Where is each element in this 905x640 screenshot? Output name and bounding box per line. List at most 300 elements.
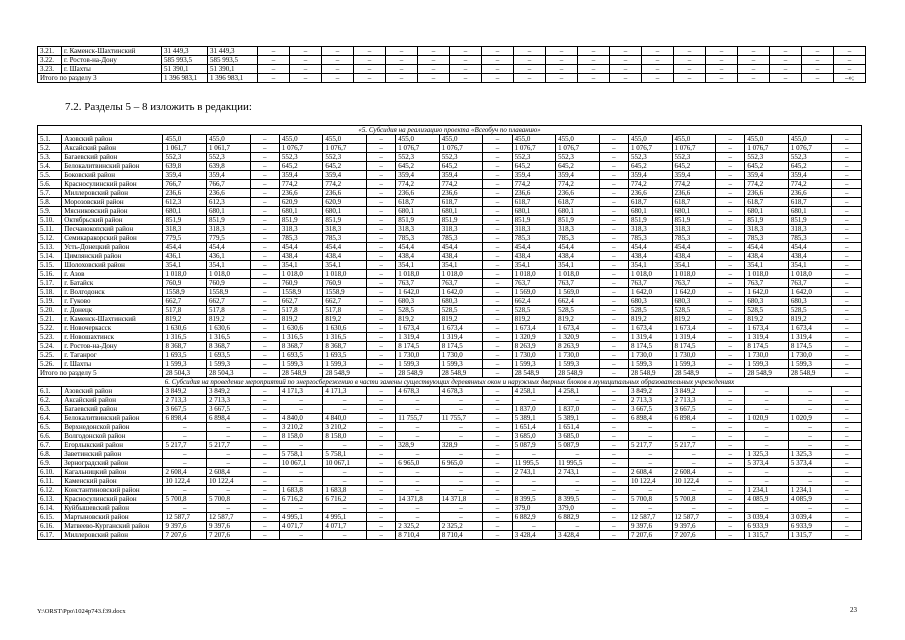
table-cell: 1 642,0 [672, 288, 716, 297]
table-cell: – [483, 234, 512, 243]
table-cell: – [745, 405, 789, 414]
table-cell: 28 504,3 [163, 369, 207, 378]
row-name: Егорлыкский район [62, 441, 163, 450]
table-cell: – [366, 162, 395, 171]
row-number: 6.3. [38, 405, 62, 414]
row-name: Боковский район [62, 171, 163, 180]
table-cell: – [290, 56, 322, 65]
table-cell: 28 548,9 [745, 369, 789, 378]
table-cell: 1 642,0 [439, 288, 483, 297]
table-cell: 6 898,4 [163, 414, 207, 423]
table-cell: 1 018,0 [745, 270, 789, 279]
table-cell: 851,9 [512, 216, 556, 225]
table-cell: – [716, 306, 745, 315]
table-cell: – [366, 135, 395, 144]
row-number: 6.15. [38, 513, 62, 522]
table-cell: – [745, 504, 789, 513]
table-cell: – [599, 306, 628, 315]
table-cell: – [716, 252, 745, 261]
table-cell: 1 076,7 [323, 144, 367, 153]
table-cell: 1 673,4 [439, 324, 483, 333]
table-cell: 454,4 [556, 243, 600, 252]
table-cell: – [483, 513, 512, 522]
table-row [38, 432, 862, 441]
table-cell: 8 158,0 [323, 432, 367, 441]
table-cell: – [599, 477, 628, 486]
table-cell: – [250, 171, 279, 180]
table-cell: – [250, 144, 279, 153]
table-cell: 318,3 [788, 225, 832, 234]
table-cell: – [716, 297, 745, 306]
table-cell: 1 061,7 [207, 144, 251, 153]
table-cell: – [599, 342, 628, 351]
table-cell: 1 315,7 [788, 531, 832, 540]
table-cell: 318,3 [396, 225, 440, 234]
table-cell: 454,4 [396, 243, 440, 252]
table-cell: – [482, 47, 514, 56]
table-cell: – [716, 234, 745, 243]
table-cell: 318,3 [279, 225, 323, 234]
table-cell: 766,7 [163, 180, 207, 189]
table-cell: 552,3 [279, 153, 323, 162]
table-cell: – [832, 279, 862, 288]
table-cell: – [599, 243, 628, 252]
table-row [38, 486, 862, 495]
row-name: Багаевский район [62, 153, 163, 162]
row-number: 5.6. [38, 180, 62, 189]
table-cell: – [354, 74, 386, 83]
table-cell: – [642, 65, 674, 74]
table-row [38, 324, 862, 333]
table-cell: 1 599,3 [163, 360, 207, 369]
table-cell: – [802, 65, 834, 74]
table-cell: – [832, 477, 862, 486]
table-cell: 763,7 [439, 279, 483, 288]
table-cell: 1 630,6 [279, 324, 323, 333]
table-cell: 7 207,6 [163, 531, 207, 540]
table-cell: 819,2 [628, 315, 672, 324]
table-cell: – [788, 423, 832, 432]
table-cell: 517,8 [279, 306, 323, 315]
table-cell: 1 320,9 [512, 333, 556, 342]
table-cell: – [599, 162, 628, 171]
table-cell: – [483, 252, 512, 261]
table-cell: 28 548,9 [556, 369, 600, 378]
table-cell: 9 397,6 [628, 522, 672, 531]
row-number: 5.4. [38, 162, 62, 171]
table-cell: – [322, 74, 354, 83]
table-cell: 680,1 [396, 207, 440, 216]
table-cell: – [716, 342, 745, 351]
table-row [38, 342, 862, 351]
table-cell: – [290, 47, 322, 56]
row-name: Усть-Донецкий район [62, 243, 163, 252]
table-row [38, 468, 862, 477]
table-cell: – [396, 405, 440, 414]
table-cell: 455,0 [396, 135, 440, 144]
table-cell: – [483, 495, 512, 504]
table-row [38, 306, 862, 315]
row-name: Азовский район [62, 387, 163, 396]
table-cell: 1 630,6 [163, 324, 207, 333]
table-cell: 645,2 [672, 162, 716, 171]
table-cell: 2 325,2 [439, 522, 483, 531]
table-cell: 438,4 [745, 252, 789, 261]
table-cell: 5 700,8 [672, 495, 716, 504]
row-number: 6.17. [38, 531, 62, 540]
table-cell: 31 449,3 [162, 47, 208, 56]
table-cell: – [322, 56, 354, 65]
table-cell: 236,6 [439, 189, 483, 198]
table-cell: – [250, 297, 279, 306]
table-cell: 552,3 [628, 153, 672, 162]
table-cell: – [366, 459, 395, 468]
row-number: 5.19. [38, 297, 62, 306]
table-row [38, 459, 862, 468]
table-row [38, 405, 862, 414]
table-cell: – [250, 351, 279, 360]
table-cell: 528,5 [745, 306, 789, 315]
row-name: г. Новошахтинск [62, 333, 163, 342]
table-cell: 1 651,4 [512, 423, 556, 432]
table-cell: 680,3 [745, 297, 789, 306]
table-cell: 236,6 [207, 189, 251, 198]
table-cell: 680,1 [323, 207, 367, 216]
table-cell: 851,9 [672, 216, 716, 225]
row-number: 5.1. [38, 135, 62, 144]
table-cell: 8 399,5 [512, 495, 556, 504]
table-cell: – [599, 315, 628, 324]
table-cell: – [279, 531, 323, 540]
row-number: 3.23. [38, 65, 62, 74]
table-cell: – [578, 65, 610, 74]
row-name: г. Новочеркасск [62, 324, 163, 333]
table-cell: – [832, 153, 862, 162]
footer-file-path: Y:\ORST\Ppo\1024p743.f39.docx [37, 608, 126, 615]
table-cell: – [366, 351, 395, 360]
table-cell: – [163, 486, 207, 495]
table-cell: – [483, 369, 512, 378]
table-cell: – [366, 468, 395, 477]
table-cell: – [832, 405, 862, 414]
table-cell: 680,1 [439, 207, 483, 216]
table-cell: – [599, 531, 628, 540]
table-cell: 680,1 [672, 207, 716, 216]
table-cell: – [439, 468, 483, 477]
table-cell: – [512, 486, 556, 495]
table-cell: 763,7 [512, 279, 556, 288]
table-cell: – [802, 47, 834, 56]
table-cell: 1 325,3 [745, 450, 789, 459]
table-cell: – [354, 47, 386, 56]
table-cell: – [738, 47, 770, 56]
table-cell: – [599, 216, 628, 225]
table-cell: 1 599,3 [396, 360, 440, 369]
row-name: г. Каменск-Шахтинский [62, 47, 162, 56]
table-cell: 1 569,0 [512, 288, 556, 297]
table-cell: – [366, 414, 395, 423]
table-cell: 454,4 [628, 243, 672, 252]
row-name: Кагальницкий район [62, 468, 163, 477]
row-name: Мартыновский район [62, 513, 163, 522]
total-label: Итого по разделу 5 [38, 369, 163, 378]
table-cell: – [556, 522, 600, 531]
table-cell: – [546, 65, 578, 74]
table-row [38, 216, 862, 225]
table-cell: 1 018,0 [439, 270, 483, 279]
table-cell: – [514, 56, 546, 65]
table-cell: 645,2 [279, 162, 323, 171]
table-cell: 9 397,6 [207, 522, 251, 531]
table-cell: – [716, 486, 745, 495]
table-cell: 552,3 [556, 153, 600, 162]
table-cell: 774,2 [745, 180, 789, 189]
table-cell: 680,3 [396, 297, 440, 306]
table-cell: 760,9 [207, 279, 251, 288]
section-title: 6. Субсидия на проведение мероприятий по энергосбережению в части замены существующих деревянных окон и наружных дверных блоков в муниципальных образовательных учреждениях [38, 378, 862, 387]
table-cell: – [483, 405, 512, 414]
table-cell: 28 548,9 [396, 369, 440, 378]
table-cell: 379,0 [512, 504, 556, 513]
table-cell: – [716, 504, 745, 513]
table-cell: 359,4 [439, 171, 483, 180]
table-cell: 9 397,6 [672, 522, 716, 531]
table-cell: 785,3 [279, 234, 323, 243]
table-cell: 2 713,3 [207, 396, 251, 405]
table-row [38, 297, 862, 306]
table-cell: 819,2 [745, 315, 789, 324]
table-cell: – [832, 234, 862, 243]
table-cell: 359,4 [745, 171, 789, 180]
table-cell: – [483, 324, 512, 333]
table-cell: – [483, 459, 512, 468]
table-cell: 318,3 [439, 225, 483, 234]
table-cell: 438,4 [396, 252, 440, 261]
table-cell: – [483, 189, 512, 198]
table-cell: 1 730,0 [396, 351, 440, 360]
table-cell: 3 039,4 [788, 513, 832, 522]
table-cell: 1 018,0 [556, 270, 600, 279]
table-cell: 1 319,4 [788, 333, 832, 342]
table-cell: – [716, 351, 745, 360]
table-cell: 1558,9 [207, 288, 251, 297]
table-cell: 774,2 [672, 180, 716, 189]
table-cell: – [250, 486, 279, 495]
table-cell: – [366, 405, 395, 414]
table-row [38, 396, 862, 405]
table-cell: 8 368,7 [207, 342, 251, 351]
table-cell: – [716, 153, 745, 162]
table-cell: 318,3 [628, 225, 672, 234]
table-row [38, 477, 862, 486]
table-cell: 552,3 [672, 153, 716, 162]
table-cell: – [483, 414, 512, 423]
table-cell: 51 390,1 [208, 65, 258, 74]
table-cell: – [396, 486, 440, 495]
table-cell: – [832, 513, 862, 522]
row-name: г. Гуково [62, 297, 163, 306]
table-cell: 645,2 [788, 162, 832, 171]
table-cell: 785,3 [512, 234, 556, 243]
table-cell: 2 608,4 [163, 468, 207, 477]
table-cell: 1 730,0 [556, 351, 600, 360]
table-cell: 6 933,9 [745, 522, 789, 531]
table-cell: 354,1 [672, 261, 716, 270]
table-cell: 2 608,4 [672, 468, 716, 477]
table-cell: 6 898,4 [628, 414, 672, 423]
table-cell: – [250, 513, 279, 522]
table-row [38, 243, 862, 252]
table-cell: 645,2 [512, 162, 556, 171]
table-cell: – [546, 74, 578, 83]
table-cell: 10 122,4 [672, 477, 716, 486]
table-cell: – [832, 180, 862, 189]
table-cell: 1 316,5 [279, 333, 323, 342]
table-cell: – [672, 450, 716, 459]
table-cell: 4 085,9 [745, 495, 789, 504]
table-cell: – [832, 486, 862, 495]
table-cell: 528,5 [556, 306, 600, 315]
table-cell: – [716, 477, 745, 486]
table-cell: – [832, 198, 862, 207]
table-cell: – [716, 405, 745, 414]
table-cell: 12 587,7 [672, 513, 716, 522]
table-cell: – [366, 279, 395, 288]
row-number: 5.18. [38, 288, 62, 297]
table-cell: 785,3 [628, 234, 672, 243]
table-cell: 10 067,1 [279, 459, 323, 468]
table-cell: 763,7 [788, 279, 832, 288]
table-cell: 1 076,7 [745, 144, 789, 153]
table-cell: – [250, 135, 279, 144]
table-cell: – [250, 270, 279, 279]
row-name: Морозовский район [62, 198, 163, 207]
row-number: 6.2. [38, 396, 62, 405]
table-row [38, 423, 862, 432]
table-row [38, 234, 862, 243]
table-cell: 438,4 [323, 252, 367, 261]
table-cell: – [483, 243, 512, 252]
table-cell: – [258, 74, 290, 83]
table-cell: – [483, 468, 512, 477]
table-cell: 1 061,7 [163, 144, 207, 153]
table-cell: 766,7 [207, 180, 251, 189]
table-cell: 1 320,9 [556, 333, 600, 342]
table-cell: – [323, 477, 367, 486]
table-cell: 10 122,4 [163, 477, 207, 486]
table-cell: 5 700,8 [628, 495, 672, 504]
table-cell: 662,7 [323, 297, 367, 306]
table-cell: – [323, 396, 367, 405]
table-cell: – [599, 441, 628, 450]
table-cell: 3 210,2 [323, 423, 367, 432]
table-cell: – [483, 315, 512, 324]
table-cell: 455,0 [672, 135, 716, 144]
table-cell: 10 122,4 [628, 477, 672, 486]
table-cell: – [366, 423, 395, 432]
table-cell: – [832, 261, 862, 270]
table-cell: – [745, 468, 789, 477]
table-row [38, 153, 862, 162]
table-cell: 1 642,0 [396, 288, 440, 297]
table-cell: – [483, 477, 512, 486]
table-cell: – [716, 189, 745, 198]
table-cell: – [599, 351, 628, 360]
table-cell: 438,4 [628, 252, 672, 261]
row-number: 5.12. [38, 234, 62, 243]
table-cell: – [396, 504, 440, 513]
row-name: Октябрьский район [62, 216, 163, 225]
table-cell: 585 993,5 [162, 56, 208, 65]
table-cell: 680,3 [439, 297, 483, 306]
table-cell: – [396, 450, 440, 459]
table-cell: – [439, 450, 483, 459]
table-cell: 4 171,3 [279, 387, 323, 396]
table-cell: – [483, 297, 512, 306]
table-cell: – [716, 387, 745, 396]
table-cell: – [599, 153, 628, 162]
table-cell: 3 428,4 [512, 531, 556, 540]
table-cell: 4 171,3 [323, 387, 367, 396]
table-cell: – [834, 56, 866, 65]
table-cell: – [788, 477, 832, 486]
row-number: 6.14. [38, 504, 62, 513]
table-cell: – [366, 504, 395, 513]
table-cell: 454,4 [279, 243, 323, 252]
table-cell: 10 067,1 [323, 459, 367, 468]
table-cell: 552,3 [207, 153, 251, 162]
table-cell: 779,5 [163, 234, 207, 243]
row-name: Мясниковский район [62, 207, 163, 216]
table-cell: 236,6 [672, 189, 716, 198]
table-cell: – [642, 74, 674, 83]
table-cell: 2 325,2 [396, 522, 440, 531]
table-cell: – [599, 261, 628, 270]
table-cell: 359,4 [279, 171, 323, 180]
table-cell: – [483, 288, 512, 297]
table-cell: 528,5 [672, 306, 716, 315]
table-cell: 438,4 [279, 252, 323, 261]
table-cell: 1 730,0 [745, 351, 789, 360]
row-number: 6.7. [38, 441, 62, 450]
table-cell: – [788, 432, 832, 441]
table-cell: 7 207,6 [207, 531, 251, 540]
table-cell: 354,1 [163, 261, 207, 270]
table-cell: – [610, 65, 642, 74]
table-cell: 1 076,7 [672, 144, 716, 153]
table-cell: 328,9 [396, 441, 440, 450]
table-cell: 1 076,7 [439, 144, 483, 153]
row-number: 5.24. [38, 342, 62, 351]
table-cell: – [599, 387, 628, 396]
table-cell: 12 587,7 [207, 513, 251, 522]
table-cell: – [832, 369, 862, 378]
table-cell: – [279, 405, 323, 414]
table-cell: – [483, 423, 512, 432]
table-cell: – [250, 387, 279, 396]
table-cell: 774,2 [396, 180, 440, 189]
table-cell: 51 390,1 [162, 65, 208, 74]
table-cell: – [250, 207, 279, 216]
table-cell: 10 122,4 [207, 477, 251, 486]
table-cell: – [366, 171, 395, 180]
table-cell: 12 587,7 [628, 513, 672, 522]
table-cell: – [483, 333, 512, 342]
table-cell: 359,4 [207, 171, 251, 180]
table-cell: 11 995,5 [512, 459, 556, 468]
table-cell: 14 371,8 [439, 495, 483, 504]
table-cell: 454,4 [323, 243, 367, 252]
